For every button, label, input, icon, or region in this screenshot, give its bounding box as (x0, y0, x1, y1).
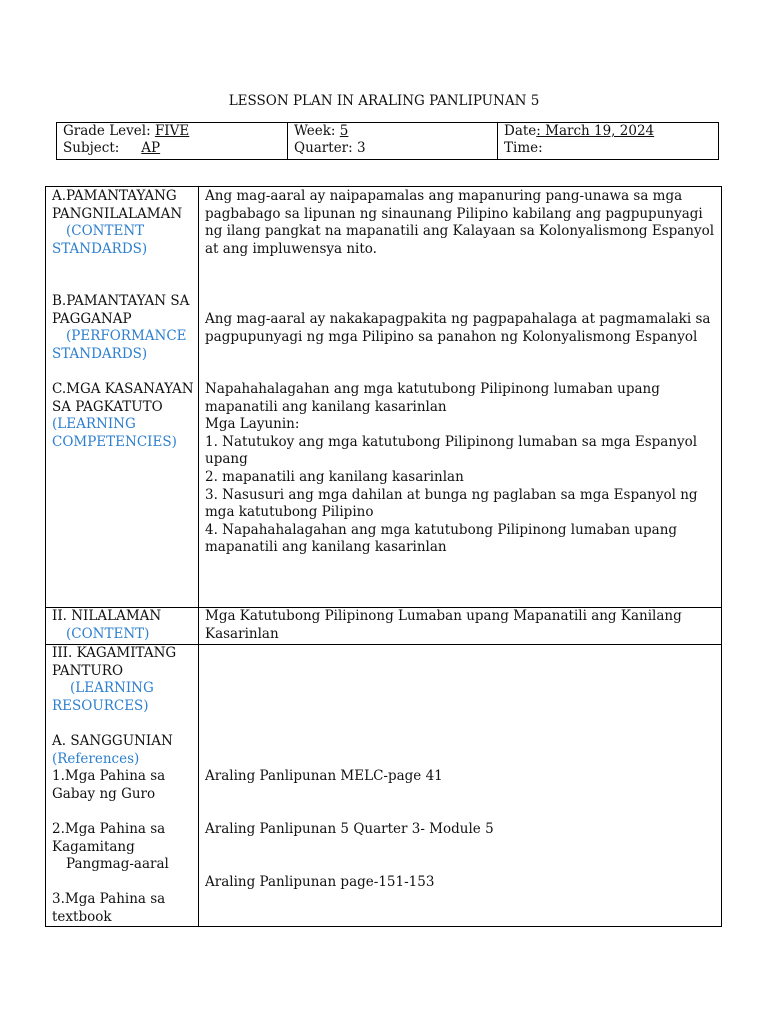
learner-materials-pages-title: 2.Mga Pahina sa Kagamitang (52, 821, 166, 855)
teacher-guide-pages-text: Araling Panlipunan MELC-page 41 (205, 768, 443, 784)
subject-label: Subject: (63, 140, 120, 156)
header-date-time (498, 123, 718, 159)
content-standards-label (52, 188, 196, 258)
references-title: A. SANGGUNIAN (52, 733, 173, 749)
textbook-pages-label: 3.Mga Pahina sa textbook (52, 891, 166, 925)
learning-competencies-label (52, 381, 196, 451)
content-standards-text: Ang mag-aaral ay naipapamalas ang mapanuring pang-unawa sa mga pagbabago sa lipunan ng sinaunang Pilipino kabilang ang pagpupunyagi ng ilang pangkat na mapanatili ang Kalayaan sa Kolonyalismong Espanyol at ang impluwensya nito. (205, 188, 715, 257)
teacher-guide-pages-label: 1.Mga Pahina sa Gabay ng Guro (52, 768, 166, 802)
week-label: Week: (294, 123, 340, 139)
learner-materials-pages-text: Araling Panlipunan 5 Quarter 3- Module 5 (205, 821, 494, 837)
performance-standards-title: B.PAMANTAYAN SA PAGGANAP (52, 293, 190, 327)
date-value: : March 19, 2024 (536, 123, 655, 139)
performance-standards-label (52, 293, 196, 363)
header-table (56, 122, 719, 160)
header-week-quarter (288, 123, 498, 159)
references-subtitle: (References) (52, 750, 140, 767)
learning-competencies-subtitle: (LEARNING COMPETENCIES) (52, 416, 177, 450)
content-title: II. NILALAMAN (52, 608, 162, 624)
learning-competencies-text (205, 381, 715, 557)
time-label: Time: (504, 140, 543, 156)
content-subtitle: (CONTENT) (66, 625, 150, 642)
content-standards-title: A.PAMANTAYANG PANGNILALAMAN (52, 188, 183, 222)
quarter-label: Quarter: 3 (294, 140, 366, 156)
lesson-plan-table (45, 186, 722, 927)
competency-line: 4. Napahahalagahan ang mga katutubong Pilipinong lumaban upang mapanatili ang kanilang kasarinlan (205, 521, 678, 556)
competency-line: 3. Nasusuri ang mga dahilan at bunga ng paglaban sa mga Espanyol ng mga katutubong Pilipino (205, 486, 698, 521)
textbook-pages-text: Araling Panlipunan page-151-153 (205, 874, 435, 890)
grade-label: Grade Level: (63, 123, 155, 139)
grade-value: FIVE (154, 123, 190, 139)
content-text: Mga Katutubong Pilipinong Lumaban upang Mapanatili ang Kanilang Kasarinlan (205, 608, 682, 642)
content-label (52, 608, 196, 643)
document-title: LESSON PLAN IN ARALING PANLIPUNAN 5 (228, 93, 540, 109)
learning-competencies-title: C.MGA KASANAYAN SA PAGKATUTO (52, 381, 194, 415)
competency-line: Napahahalagahan ang mga katutubong Pilipinong lumaban upang mapanatili ang kanilang kasarinlan (205, 381, 660, 415)
learning-resources-title: III. KAGAMITANG PANTURO (52, 645, 177, 679)
references-label (52, 733, 196, 768)
performance-standards-text: Ang mag-aaral ay nakakapagpakita ng pagpapahalaga at pagmamalaki sa pagpupunyagi ng mga Pilipino sa panahon ng Kolonyalismong Espanyol (205, 311, 711, 345)
week-value: 5 (339, 123, 349, 139)
learner-materials-pages-label (52, 821, 196, 874)
subject-value: AP (141, 140, 161, 156)
content-standards-subtitle: (CONTENT STANDARDS) (52, 223, 148, 257)
date-label: Date (504, 123, 537, 139)
learner-materials-pages-title-2: Pangmag-aaral (66, 856, 169, 873)
column-divider (198, 187, 199, 926)
competency-line: Mga Layunin: (205, 416, 300, 433)
learning-resources-label (52, 645, 196, 715)
header-grade-subject (57, 123, 288, 159)
competency-line: 2. mapanatili ang kanilang kasarinlan (205, 468, 464, 485)
competency-line: 1. Natutukoy ang mga katutubong Pilipinong lumaban sa mga Espanyol upang (205, 433, 698, 468)
performance-standards-subtitle: (PERFORMANCE STANDARDS) (52, 328, 187, 362)
learning-resources-subtitle: (LEARNING RESOURCES) (52, 680, 154, 714)
